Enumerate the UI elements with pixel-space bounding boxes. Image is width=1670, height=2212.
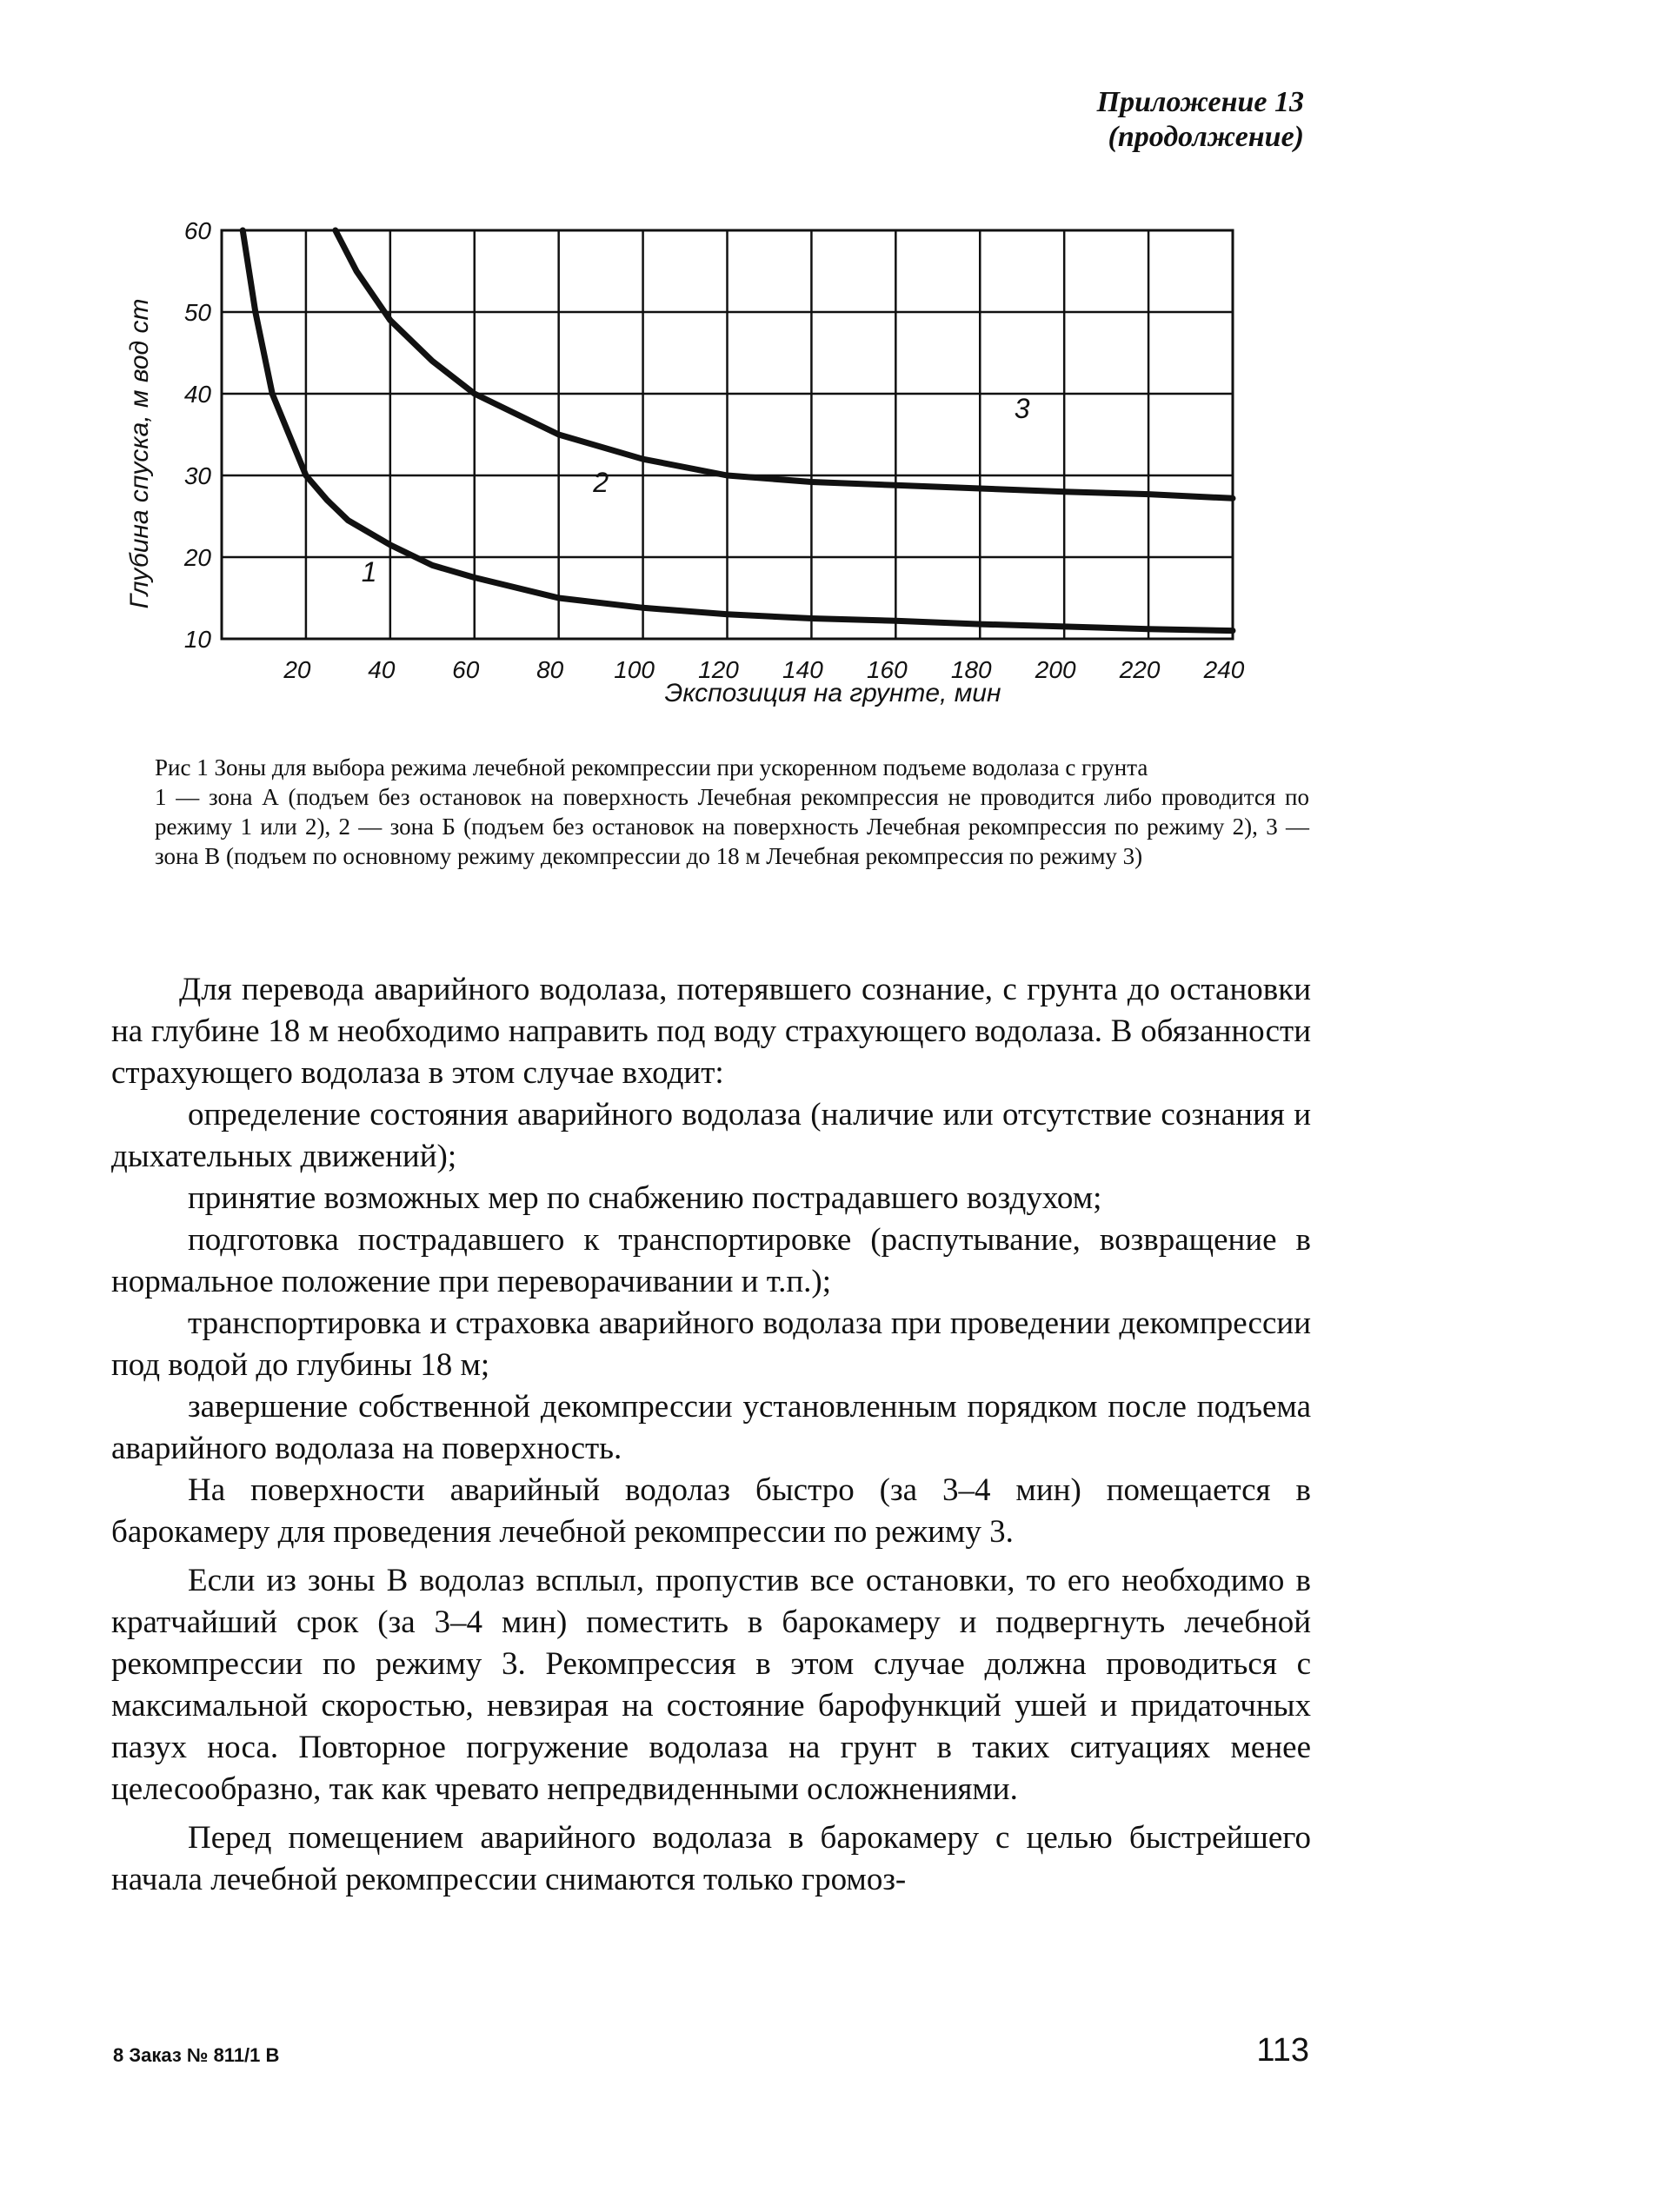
y-tick-label: 10 bbox=[183, 626, 211, 653]
paragraph: Для перевода аварийного водолаза, потерявшего сознание, с грунта до остановки на глубине 18 м необходимо направить под воду страхующего водолаза. В обязанности страхующего водолаза в этом случае входит: bbox=[111, 972, 1311, 1091]
y-tick-label: 20 bbox=[183, 544, 211, 571]
list-item: определение состояния аварийного водолаза (наличие или отсутствие сознания и дыхательных движений); bbox=[111, 1097, 1311, 1174]
list-item: принятие возможных мер по снабжению пострадавшего воздухом; bbox=[188, 1180, 1102, 1216]
figure-caption bbox=[155, 753, 1309, 871]
y-tick-label: 50 bbox=[183, 299, 211, 326]
x-tick-label: 140 bbox=[782, 656, 823, 683]
list-item: завершение собственной декомпрессии установленным порядком после подъема аварийного водолаза на поверхность. bbox=[111, 1389, 1311, 1466]
zone-label-2: 2 bbox=[593, 466, 609, 498]
x-tick-label: 240 bbox=[1203, 656, 1245, 683]
caption-title: Рис 1 Зоны для выбора режима лечебной рекомпрессии при ускоренном подъеме водолаза с грунта bbox=[155, 754, 1148, 781]
print-order-note: 8 Заказ № 811/1 В bbox=[113, 2044, 280, 2066]
x-tick-label: 40 bbox=[368, 656, 396, 683]
y-tick-label: 60 bbox=[183, 217, 211, 244]
appendix-continuation: (продолжение) bbox=[1108, 121, 1304, 153]
y-tick-label: 40 bbox=[183, 381, 211, 408]
x-tick-label: 160 bbox=[866, 656, 908, 683]
paragraph: Перед помещением аварийного водолаза в барокамеру с целью быстрейшего начала лечебной рекомпрессии снимаются только громоз- bbox=[111, 1820, 1311, 1897]
zone-label-1: 1 bbox=[361, 556, 377, 588]
list-item: подготовка пострадавшего к транспортировке (распутывание, возвращение в нормальное положение при переворачивании и т.п.); bbox=[111, 1222, 1311, 1299]
paragraph: На поверхности аварийный водолаз быстро (за 3–4 мин) помещается в барокамеру для проведения лечебной рекомпрессии по режиму 3. bbox=[111, 1472, 1311, 1550]
x-tick-label: 180 bbox=[950, 656, 992, 683]
x-tick-label: 60 bbox=[452, 656, 480, 683]
zones-chart bbox=[104, 200, 1269, 739]
list-item: транспортировка и страховка аварийного водолаза при проведении декомпрессии под водой до глубины 18 м; bbox=[111, 1305, 1311, 1383]
page-number: 113 bbox=[1256, 2032, 1309, 2069]
x-tick-label: 120 bbox=[698, 656, 739, 683]
caption-legend: 1 — зона А (подъем без остановок на поверхность Лечебная рекомпрессия не проводится либо проводится по режиму 1 или 2), 2 — зона Б (подъем без остановок на поверхность Лечебная рекомпрессия по режиму 2), 3 — зона В (подъем по основному режиму декомпрессии до 18 м Лечебная рекомпрессия по режиму 3) bbox=[155, 784, 1309, 869]
appendix-header bbox=[991, 85, 1304, 155]
boundary-curve-2 bbox=[336, 230, 1233, 498]
chart-xlabel: Экспозиция на грунте, мин bbox=[664, 679, 1001, 707]
x-tick-label: 220 bbox=[1119, 656, 1161, 683]
x-tick-label: 100 bbox=[614, 656, 655, 683]
body-text bbox=[111, 969, 1311, 1901]
appendix-title: Приложение 13 bbox=[1096, 86, 1304, 118]
chart-ylabel: Глубина спуска, м вод ст bbox=[125, 298, 154, 609]
y-tick-label: 30 bbox=[183, 462, 211, 489]
paragraph: Если из зоны В водолаз всплыл, пропустив все остановки, то его необходимо в кратчайший срок (за 3–4 мин) поместить в барокамеру и подвергнуть лечебной рекомпрессии по режиму 3. Рекомпрессия в этом случае должна проводиться с максимальной скоростью, невзирая на состояние барофункций ушей и придаточных пазух носа. Повторное погружение водолаза на грунт в таких ситуациях менее целесообразно, так как чревато непредвиденными осложнениями. bbox=[111, 1563, 1311, 1807]
x-tick-label: 20 bbox=[283, 656, 311, 683]
x-tick-label: 200 bbox=[1035, 656, 1076, 683]
zone-label-3: 3 bbox=[1014, 393, 1030, 425]
x-tick-label: 80 bbox=[536, 656, 564, 683]
